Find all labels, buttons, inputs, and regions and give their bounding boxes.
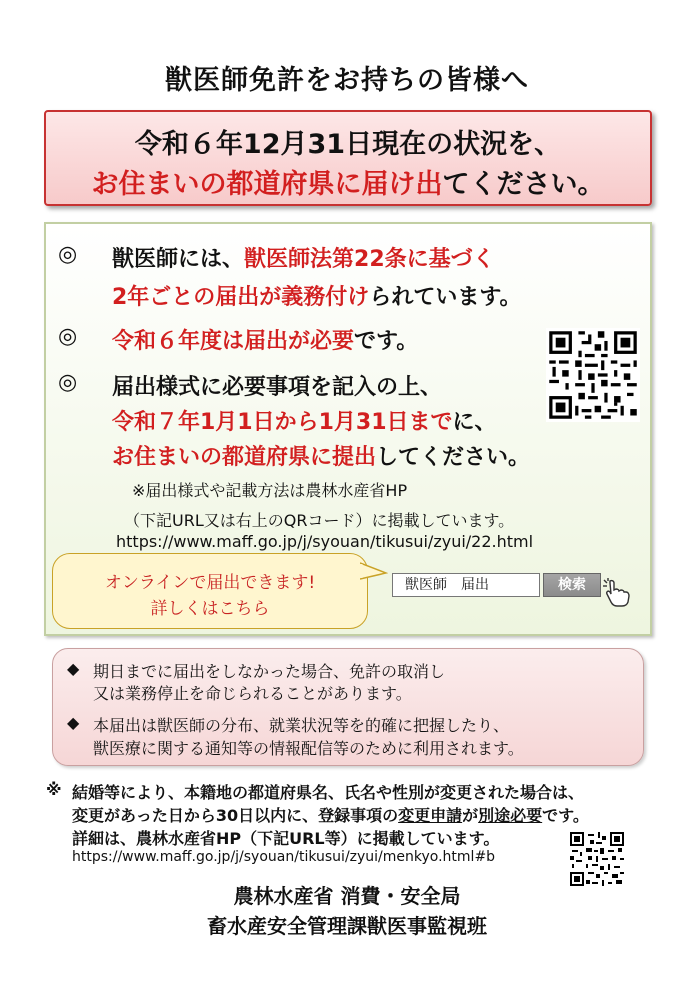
warning-bullet-icon: ◆: [67, 659, 80, 678]
item-3-text: に、: [452, 410, 497, 435]
warning-2-line-1: 本届出は獣医師の分布、就業状況等を的確に把握したり、: [93, 716, 510, 735]
item-3-line-2: [112, 405, 497, 436]
change-note-text-3: です。: [542, 806, 589, 825]
warning-1-line-2: 又は業務停止を命じられることがあります。: [93, 684, 412, 703]
notice-line-2-emphasis: お住まいの都道府県に届け出: [91, 169, 443, 200]
notice-line-2-rest: てください。: [442, 169, 605, 200]
item-2-text: です。: [354, 329, 419, 354]
change-note-line-2: [72, 803, 589, 826]
warning-1-line-1: 期日までに届出をしなかった場合、免許の取消し: [93, 662, 446, 681]
deadline-notice-box: [44, 110, 652, 206]
note-mark: ※: [46, 780, 62, 799]
ministry-bureau: 農林水産省 消費・安全局: [233, 884, 461, 908]
item-2-emphasis: 令和６年度は届出が必要: [112, 329, 355, 354]
change-note-text: 変更があった日から30日以内に、登録事項の: [72, 806, 399, 825]
warning-panel: [52, 648, 644, 766]
qr-code-icon[interactable]: [546, 328, 640, 422]
pointer-hand-icon: [603, 578, 633, 608]
search-input[interactable]: 獣医師 届出: [392, 573, 540, 597]
change-note-line-1: 結婚等により、本籍地の都道府県名、氏名や性別が変更された場合は、: [72, 783, 585, 802]
item-3-text-2: してください。: [376, 445, 531, 470]
item-1-emphasis-2: 2年ごとの届出が義務付け: [112, 285, 370, 310]
item-3-line-1: 届出様式に必要事項を記入の上、: [112, 375, 443, 400]
registration-url[interactable]: https://www.maff.go.jp/j/syouan/tikusui/zyui/22.html: [116, 532, 534, 551]
callout-line-2: 詳しくはこちら: [150, 599, 270, 619]
bullet-icon: ◎: [58, 370, 78, 395]
change-note-text-2: が: [462, 806, 479, 825]
item-1-line-1: [112, 242, 495, 273]
item-3-line-3: [112, 440, 530, 471]
item-1-emphasis: 獣医師法第22条に基づく: [244, 247, 495, 272]
ministry-division: 畜水産安全管理課獣医事監視班: [207, 914, 487, 938]
warning-bullet-icon: ◆: [67, 713, 80, 732]
notice-line-1: 令和６年12月31日現在の状況を、: [134, 129, 562, 160]
item-1-line-2: [112, 280, 522, 311]
item-3-emphasis: 令和７年1月1日から1月31日まで: [112, 410, 453, 435]
notice-line-2: [46, 162, 650, 201]
separately-required-emphasis: 別途必要: [478, 806, 543, 825]
online-filing-callout[interactable]: [52, 553, 368, 629]
search-button[interactable]: 検索: [543, 573, 601, 597]
item-3-emphasis-2: お住まいの都道府県に提出: [112, 445, 377, 470]
change-request-emphasis: 変更申請: [398, 806, 463, 825]
callout-line-1: オンラインで届出できます!: [104, 573, 316, 593]
bullet-icon: ◎: [58, 242, 78, 267]
form-note: ※届出様式や記載方法は農林水産省HP: [132, 481, 408, 500]
item-1-text-2: られています。: [369, 285, 522, 310]
warning-2-line-2: 獣医療に関する通知等の情報配信等のために利用されます。: [93, 739, 524, 758]
form-note-2: （下記URL又は右上のQRコード）に掲載しています。: [124, 511, 515, 530]
change-note-line-3: 詳細は、農林水産省HP（下記URL等）に掲載しています。: [72, 829, 500, 848]
callout-pointer-icon: [360, 560, 388, 586]
item-1-text: 獣医師には、: [112, 247, 245, 272]
bullet-icon: ◎: [58, 324, 78, 349]
item-2-line: [112, 324, 418, 355]
page-title: 獣医師免許をお持ちの皆様へ: [165, 65, 529, 96]
license-change-url[interactable]: https://www.maff.go.jp/j/syouan/tikusui/zyui/menkyo.html#b: [72, 849, 496, 865]
